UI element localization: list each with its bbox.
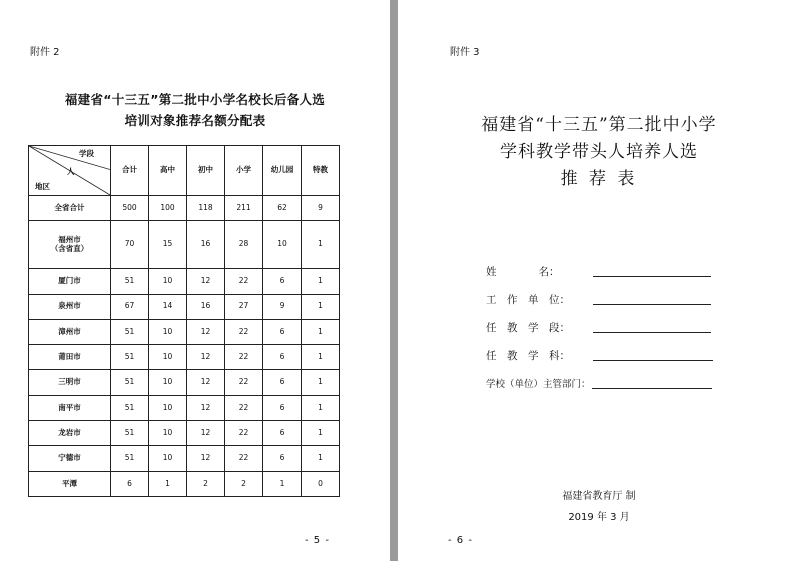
region-cell <box>29 196 111 221</box>
value-cell: 14 <box>149 294 187 319</box>
field-work-unit <box>486 292 570 307</box>
value-cell: 12 <box>187 421 225 446</box>
issuer: 福建省教育厅 制 <box>562 491 636 502</box>
value-cell: 1 <box>263 471 302 496</box>
field-authority-line[interactable] <box>592 388 712 389</box>
field-label: 工 作 单 位： <box>486 294 570 306</box>
value-cell: 51 <box>111 319 149 344</box>
value-cell: 67 <box>111 294 149 319</box>
value-cell: 6 <box>263 395 302 420</box>
region-name: 福州市 <box>58 235 81 245</box>
region-name: 泉州市 <box>58 301 81 311</box>
region-cell <box>29 446 111 471</box>
value-cell: 1 <box>302 370 340 395</box>
region-note: （含省直） <box>50 243 89 253</box>
value-cell: 51 <box>111 345 149 370</box>
region-cell <box>29 421 111 446</box>
value-cell: 10 <box>149 370 187 395</box>
region-name: 三明市 <box>58 377 81 387</box>
value-cell: 6 <box>263 370 302 395</box>
value-cell: 22 <box>225 319 263 344</box>
value-cell: 500 <box>111 196 149 221</box>
field-label: 学校（单位）主管部门： <box>486 379 591 390</box>
table-row <box>29 395 340 420</box>
value-cell: 12 <box>187 269 225 294</box>
value-cell: 1 <box>149 471 187 496</box>
column-header: 幼儿园 <box>263 146 302 196</box>
region-cell <box>29 294 111 319</box>
value-cell: 118 <box>187 196 225 221</box>
table-row <box>29 471 340 496</box>
value-cell: 22 <box>225 421 263 446</box>
table-title-line1: 福建省“十三五”第二批中小学名校长后备人选 <box>64 92 326 107</box>
value-cell: 6 <box>263 269 302 294</box>
table-row <box>29 446 340 471</box>
issue-date: 2019 年 3 月 <box>568 512 630 523</box>
value-cell: 10 <box>149 421 187 446</box>
form-title-line3: 推 荐 表 <box>560 169 638 189</box>
field-label: 任 教 学 科： <box>486 350 570 362</box>
field-teaching-subject <box>486 348 570 363</box>
region-name: 南平市 <box>58 402 81 412</box>
value-cell: 211 <box>225 196 263 221</box>
left-page <box>0 0 390 561</box>
region-cell <box>29 370 111 395</box>
field-teaching-subject-line[interactable] <box>593 360 713 361</box>
value-cell: 1 <box>302 221 340 269</box>
corner-bottom-label: 地区 <box>35 182 50 192</box>
value-cell: 12 <box>187 446 225 471</box>
value-cell: 10 <box>149 446 187 471</box>
table-header-row <box>29 146 340 196</box>
value-cell: 12 <box>187 319 225 344</box>
field-label: 姓 名： <box>486 266 560 278</box>
region-name: 漳州市 <box>58 326 81 336</box>
value-cell: 62 <box>263 196 302 221</box>
value-cell: 22 <box>225 269 263 294</box>
field-teaching-stage-line[interactable] <box>593 332 711 333</box>
value-cell: 1 <box>302 269 340 294</box>
column-header: 合计 <box>111 146 149 196</box>
value-cell: 16 <box>187 221 225 269</box>
value-cell: 6 <box>263 345 302 370</box>
value-cell: 51 <box>111 421 149 446</box>
value-cell: 1 <box>302 421 340 446</box>
value-cell: 1 <box>302 395 340 420</box>
table-row <box>29 269 340 294</box>
region-cell <box>29 345 111 370</box>
value-cell: 1 <box>302 294 340 319</box>
value-cell: 12 <box>187 370 225 395</box>
table-title-line2: 培训对象推荐名额分配表 <box>124 113 266 128</box>
region-cell <box>29 269 111 294</box>
region-name: 莆田市 <box>58 351 81 361</box>
column-header: 特教 <box>302 146 340 196</box>
value-cell: 51 <box>111 446 149 471</box>
value-cell: 22 <box>225 345 263 370</box>
value-cell: 10 <box>149 345 187 370</box>
page-number: - 6 - <box>448 535 473 546</box>
value-cell: 1 <box>302 345 340 370</box>
value-cell: 6 <box>263 421 302 446</box>
value-cell: 2 <box>225 471 263 496</box>
value-cell: 22 <box>225 395 263 420</box>
column-header: 初中 <box>187 146 225 196</box>
attachment-label: 附件 2 <box>30 47 60 58</box>
value-cell: 51 <box>111 395 149 420</box>
diagonal-corner-cell <box>29 146 111 196</box>
corner-top-label: 学段 <box>79 149 94 158</box>
region-cell <box>29 319 111 344</box>
value-cell: 9 <box>263 294 302 319</box>
column-header: 高中 <box>149 146 187 196</box>
table-row <box>29 421 340 446</box>
value-cell: 51 <box>111 269 149 294</box>
value-cell: 9 <box>302 196 340 221</box>
field-name <box>486 264 560 279</box>
value-cell: 0 <box>302 471 340 496</box>
region-cell <box>29 221 111 269</box>
page-number: - 5 - <box>305 535 330 546</box>
table-row <box>29 196 340 221</box>
column-header: 小学 <box>225 146 263 196</box>
value-cell: 6 <box>263 319 302 344</box>
field-label: 任 教 学 段： <box>486 322 570 334</box>
form-title-line1: 福建省“十三五”第二批中小学 <box>481 115 717 135</box>
attachment-label: 附件 3 <box>450 47 480 58</box>
value-cell: 70 <box>111 221 149 269</box>
value-cell: 1 <box>302 446 340 471</box>
form-title-line2: 学科教学带头人培养人选 <box>500 142 698 162</box>
region-name: 全省合计 <box>54 202 85 212</box>
value-cell: 27 <box>225 294 263 319</box>
corner-middle-label: 人 <box>67 167 75 176</box>
field-teaching-stage <box>486 320 570 335</box>
table-row <box>29 319 340 344</box>
field-work-unit-line[interactable] <box>593 304 711 305</box>
value-cell: 100 <box>149 196 187 221</box>
region-name: 宁德市 <box>58 453 81 463</box>
value-cell: 10 <box>149 319 187 344</box>
table-row <box>29 294 340 319</box>
region-name: 平潭 <box>62 478 77 488</box>
value-cell: 6 <box>263 446 302 471</box>
region-cell <box>29 471 111 496</box>
value-cell: 6 <box>111 471 149 496</box>
allocation-table <box>28 145 340 497</box>
value-cell: 10 <box>263 221 302 269</box>
table-row <box>29 370 340 395</box>
right-page <box>398 0 800 561</box>
value-cell: 10 <box>149 269 187 294</box>
region-name: 龙岩市 <box>58 427 81 437</box>
region-name: 厦门市 <box>58 276 81 286</box>
value-cell: 10 <box>149 395 187 420</box>
value-cell: 51 <box>111 370 149 395</box>
value-cell: 12 <box>187 345 225 370</box>
region-cell <box>29 395 111 420</box>
value-cell: 15 <box>149 221 187 269</box>
field-name-line[interactable] <box>593 276 711 277</box>
value-cell: 1 <box>302 319 340 344</box>
value-cell: 2 <box>187 471 225 496</box>
value-cell: 16 <box>187 294 225 319</box>
value-cell: 28 <box>225 221 263 269</box>
field-authority <box>486 376 591 390</box>
table-row <box>29 221 340 269</box>
value-cell: 22 <box>225 446 263 471</box>
value-cell: 22 <box>225 370 263 395</box>
value-cell: 12 <box>187 395 225 420</box>
table-row <box>29 345 340 370</box>
